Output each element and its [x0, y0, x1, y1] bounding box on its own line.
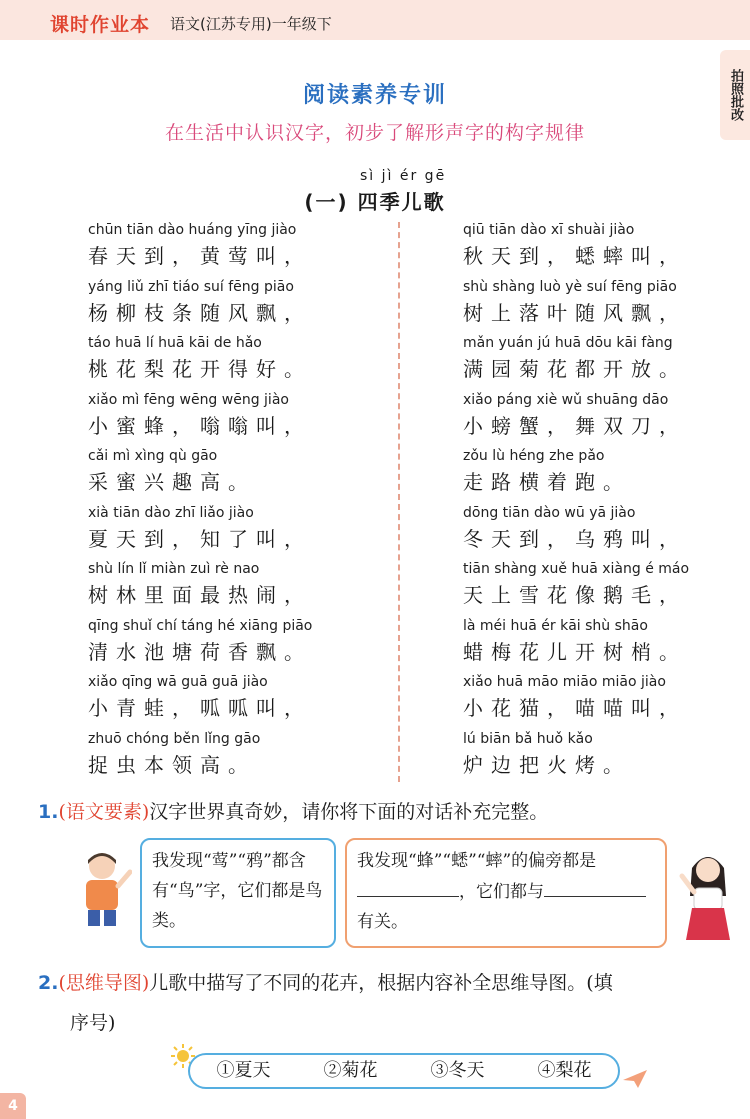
- question-1: [38, 797, 548, 824]
- pinyin: yáng liǔ zhī tiáo suí fēng piāo: [88, 278, 294, 295]
- column-divider: [398, 222, 400, 782]
- hanzi: 天上雪花像鹅毛，: [463, 583, 687, 607]
- hanzi: 小蜜蜂，嗡嗡叫，: [88, 413, 312, 438]
- hanzi: 春天到，黄莺叫，: [88, 244, 312, 268]
- section-title: 阅读素养专训: [302, 83, 447, 108]
- answer-options: [188, 1053, 620, 1089]
- photo-grading-tab[interactable]: 拍照批改: [720, 50, 750, 140]
- bubble-text: 有关。: [357, 912, 408, 932]
- hanzi: 捉虫本领高。: [88, 752, 256, 777]
- poem-line: [463, 674, 689, 731]
- question-text: 儿歌中描写了不同的花卉，根据内容补全思维导图。(填: [149, 972, 613, 994]
- question-2: [38, 968, 613, 995]
- girl-illustration-icon: [678, 848, 738, 948]
- pinyin: mǎn yuán jú huā dōu kāi fàng: [463, 335, 673, 351]
- poem-left-column: [88, 222, 312, 787]
- pinyin: tiān shàng xuě huā xiàng é máo: [463, 561, 690, 577]
- option-2[interactable]: ②菊花: [323, 1060, 378, 1081]
- pinyin: shù shàng luò yè suí fēng piāo: [463, 278, 677, 295]
- pinyin: zǒu lù héng zhe pǎo: [463, 448, 605, 464]
- pinyin: shù lín lǐ miàn zuì rè nao: [88, 561, 260, 577]
- poem-line: [88, 731, 312, 788]
- answer-blank-1[interactable]: [357, 876, 459, 897]
- bubble-text: 我发现“蜂”“蟋”“蟀”的偏旁都是: [357, 851, 597, 871]
- question-text: 汉字世界真奇妙，请你将下面的对话补充完整。: [149, 801, 549, 823]
- poem-line: [463, 279, 689, 336]
- poem-line: [88, 448, 312, 505]
- section-subtitle: 在生活中认识汉字，初步了解形声字的构字规律: [164, 122, 585, 144]
- pinyin: dōng tiān dào wū yā jiào: [463, 504, 636, 521]
- pinyin: qīng shuǐ chí táng hé xiāng piāo: [88, 617, 313, 634]
- pinyin: là méi huā ér kāi shù shāo: [463, 617, 648, 634]
- pinyin: xiǎo huā māo miāo miāo jiào: [463, 674, 666, 690]
- answer-blank-2[interactable]: [544, 876, 646, 897]
- option-3[interactable]: ③冬天: [430, 1060, 485, 1081]
- question-text-continued: 序号): [70, 1012, 116, 1034]
- hanzi: 炉边把火烤。: [463, 752, 631, 777]
- poem-line: [88, 335, 312, 392]
- poem-line: [463, 731, 689, 788]
- hanzi: 桃花梨花开得好。: [88, 357, 312, 381]
- hanzi: 小花猫，喵喵叫，: [463, 696, 687, 720]
- poem-line: [463, 618, 689, 675]
- hanzi: 走路横着跑。: [463, 470, 631, 494]
- poem-line: [88, 505, 312, 562]
- hanzi: 小青蛙，呱呱叫，: [88, 696, 312, 720]
- pinyin: xiǎo qīng wā guā guā jiào: [88, 674, 268, 690]
- pinyin: táo huā lí huā kāi de hǎo: [88, 335, 262, 351]
- poem-line: [463, 505, 689, 562]
- poem-line: [88, 618, 312, 675]
- poem-title: (一) 四季儿歌: [304, 190, 446, 214]
- poem-line: [88, 279, 312, 336]
- boy-illustration-icon: [72, 848, 132, 928]
- hanzi: 秋天到，蟋蟀叫，: [463, 244, 687, 268]
- question-tag: (思维导图): [58, 972, 150, 994]
- poem-line: [88, 674, 312, 731]
- option-1[interactable]: ①夏天: [216, 1060, 271, 1081]
- poem-right-column: [463, 222, 689, 787]
- pinyin: lú biān bǎ huǒ kǎo: [463, 730, 593, 747]
- question-tag: (语文要素): [58, 801, 150, 823]
- book-title: 课时作业本: [50, 14, 151, 36]
- option-4[interactable]: ④梨花: [537, 1060, 592, 1081]
- hanzi: 满园菊花都开放。: [463, 357, 687, 381]
- pinyin: cǎi mì xìng qù gāo: [88, 448, 218, 464]
- pinyin: qiū tiān dào xī shuài jiào: [463, 222, 635, 238]
- poem-line: [463, 448, 689, 505]
- question-number: 2.: [38, 972, 59, 994]
- poem-line: [88, 222, 312, 279]
- poem-line: [463, 392, 689, 449]
- hanzi: 夏天到，知了叫，: [88, 526, 312, 551]
- poem-line: [463, 561, 689, 618]
- hanzi: 树上落叶随风飘，: [463, 300, 687, 325]
- hanzi: 冬天到，乌鸦叫，: [463, 526, 687, 551]
- question-number: 1.: [38, 801, 59, 823]
- poem-title-pinyin: sì jì ér gē: [360, 168, 447, 184]
- hanzi: 杨柳枝条随风飘，: [88, 300, 312, 325]
- hanzi: 树林里面最热闹，: [88, 583, 312, 607]
- hanzi: 小螃蟹，舞双刀，: [463, 413, 687, 438]
- pinyin: xiǎo mì fēng wēng wēng jiào: [88, 391, 289, 408]
- page-number: 4: [0, 1093, 26, 1119]
- pinyin: xià tiān dào zhī liǎo jiào: [88, 504, 254, 521]
- poem-line: [463, 222, 689, 279]
- paper-plane-icon: [622, 1068, 648, 1090]
- pinyin: zhuō chóng běn lǐng gāo: [88, 730, 261, 747]
- poem-line: [463, 335, 689, 392]
- hanzi: 清水池塘荷香飘。: [88, 639, 312, 664]
- hanzi: 蜡梅花儿开树梢。: [463, 639, 687, 664]
- poem-line: [88, 392, 312, 449]
- girl-speech-bubble: [345, 838, 667, 948]
- bubble-text: ，它们都与: [459, 882, 544, 902]
- pinyin: chūn tiān dào huáng yīng jiào: [88, 222, 297, 238]
- book-subtitle: 语文(江苏专用)一年级下: [170, 15, 332, 33]
- boy-speech-bubble: 我发现“莺”“鸦”都含有“鸟”字，它们都是鸟类。: [140, 838, 336, 948]
- hanzi: 采蜜兴趣高。: [88, 470, 256, 494]
- pinyin: xiǎo páng xiè wǔ shuāng dāo: [463, 391, 669, 408]
- poem-line: [88, 561, 312, 618]
